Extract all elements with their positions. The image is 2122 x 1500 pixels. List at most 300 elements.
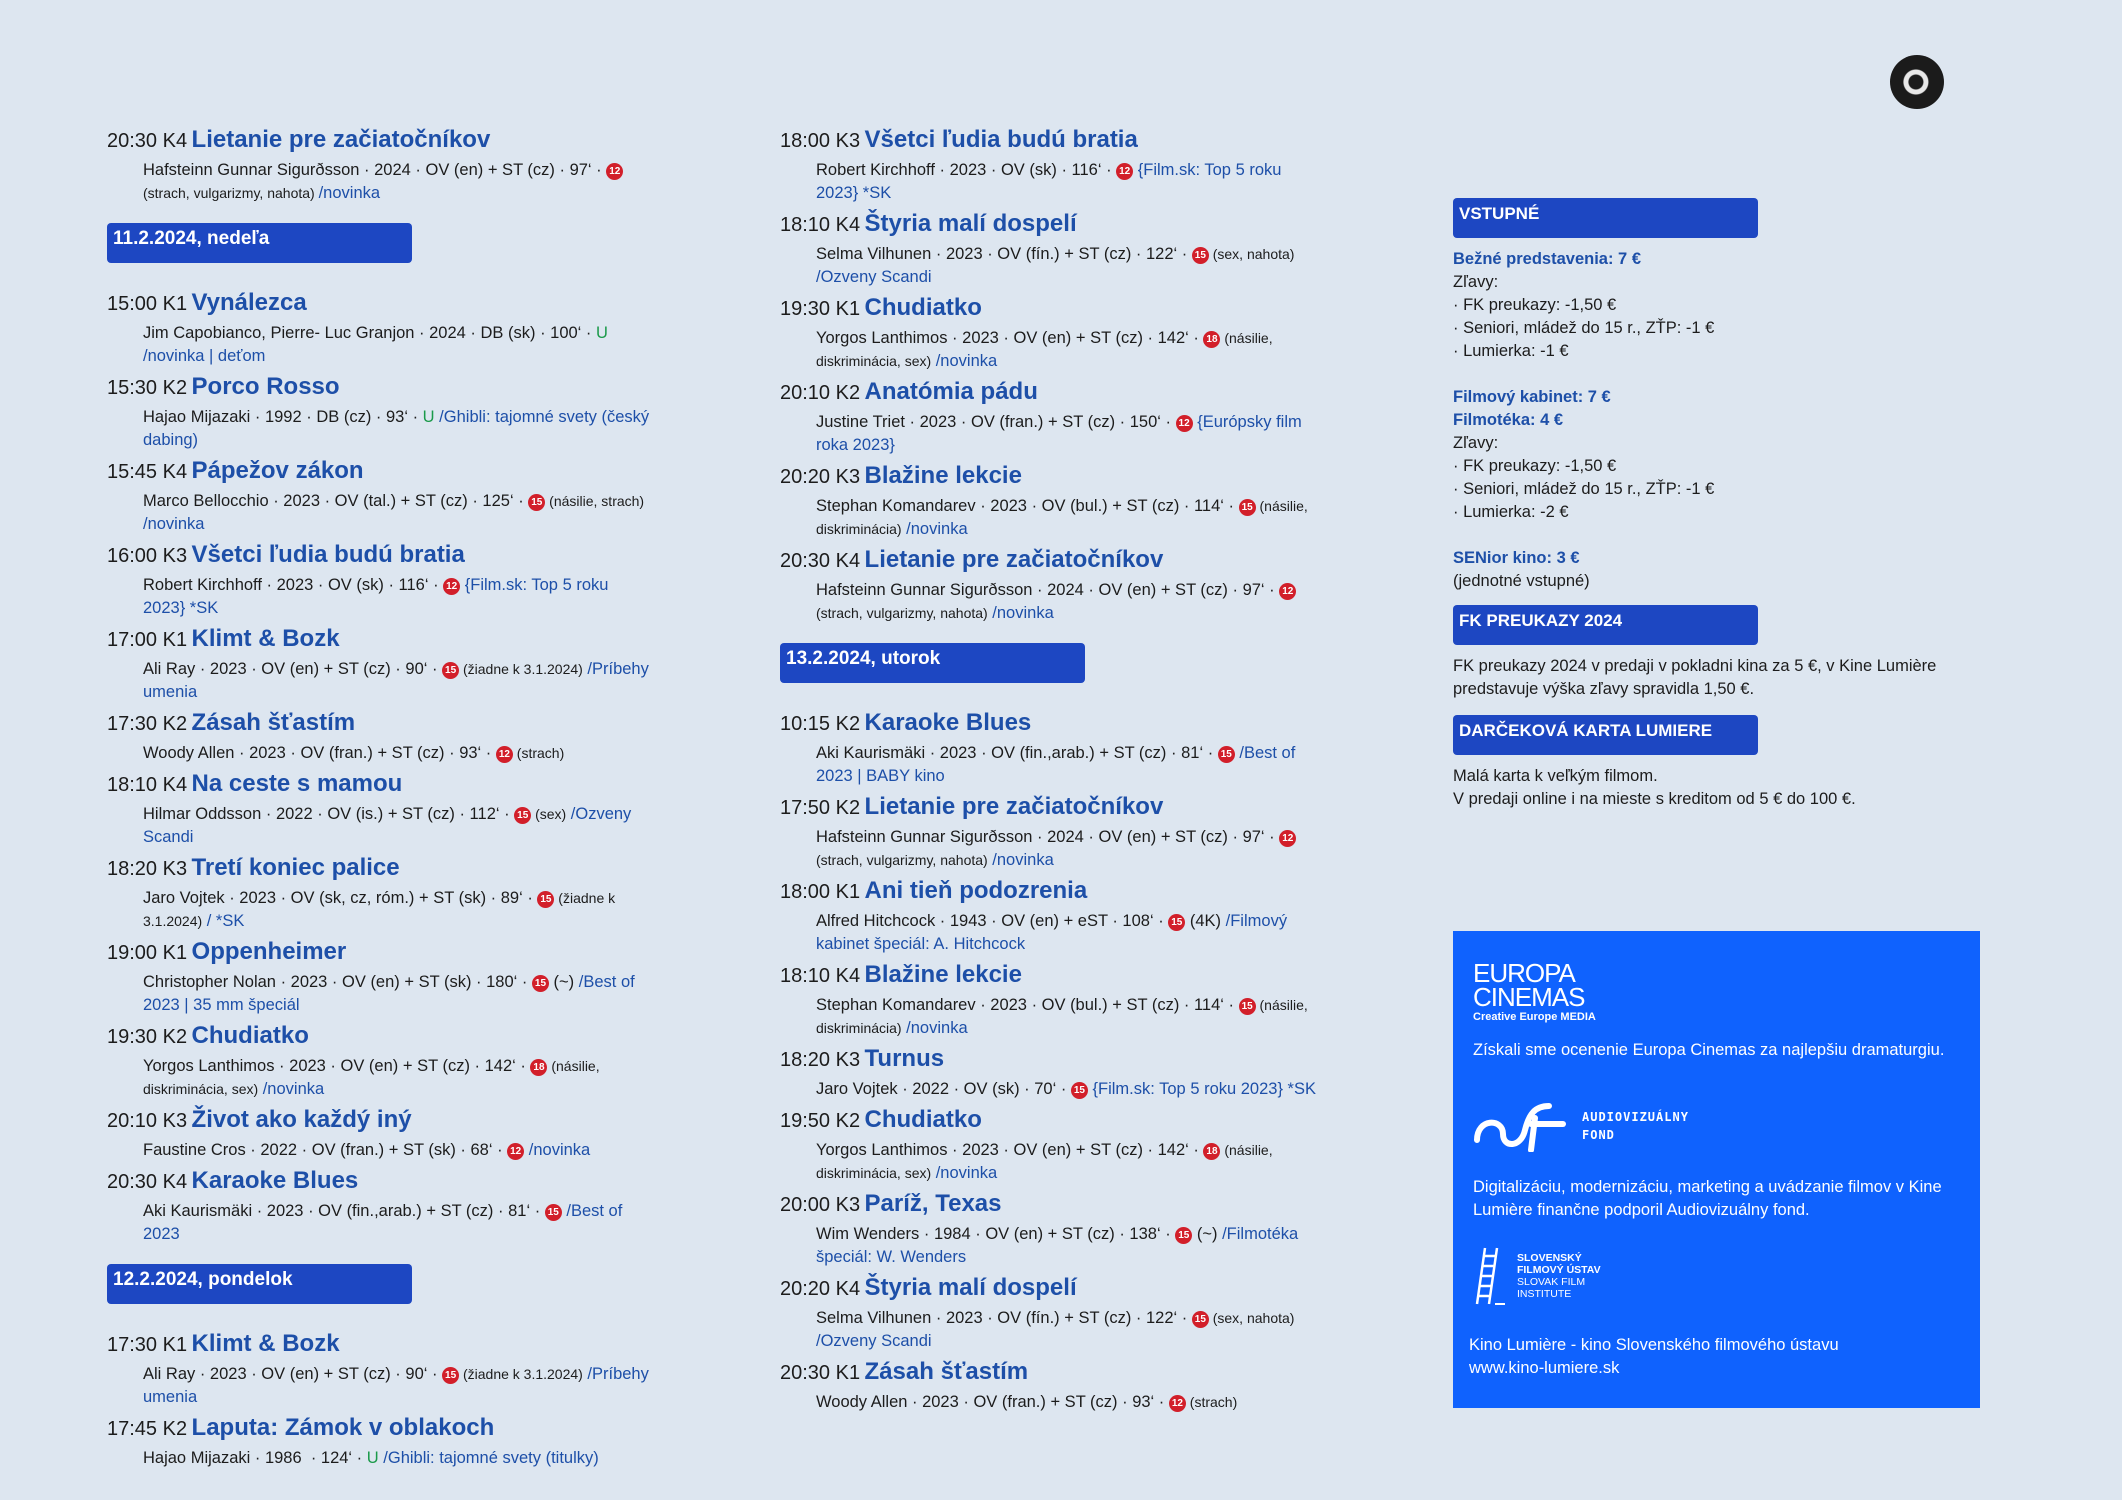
film-meta: Aki Kaurismäki · 2023 · OV (fin.,arab.) + ST (cz) · 81‘ · <box>143 1202 545 1220</box>
rating-universal: U <box>422 408 435 426</box>
program-tag: /Ghibli: tajomné svety (český <box>434 408 650 426</box>
film-meta: Yorgos Lanthimos · 2023 · OV (en) + ST (cz) · 142‘ · <box>143 1057 531 1075</box>
film-title: Chudiatko <box>864 1106 982 1133</box>
gift-card-text <box>1453 765 1993 811</box>
age-rating-badge: 15 <box>1192 247 1209 264</box>
screening-header <box>780 1272 1380 1307</box>
film-meta: Robert Kirchhoff · 2023 · OV (sk) · 116‘ · <box>143 576 444 594</box>
film-title: Lietanie pre začiatočníkov <box>191 126 491 153</box>
program-tag: /Ozveny <box>566 805 632 823</box>
film-title: Štyria malí dospelí <box>864 210 1077 237</box>
film-meta: Woody Allen · 2023 · OV (fran.) + ST (cz) · 93‘ · <box>143 744 496 762</box>
info-column <box>1453 124 1993 811</box>
film-details <box>780 1078 1380 1101</box>
age-rating-badge: 15 <box>442 662 459 679</box>
age-rating-badge: 15 <box>442 1367 459 1384</box>
discount-lumierka: · Lumierka: -1 € <box>1453 342 1569 360</box>
screening-zivot-ako-kazdy-iny <box>107 1104 707 1162</box>
age-rating-badge: 15 <box>1071 1082 1088 1099</box>
film-details <box>107 971 707 1017</box>
program-column-2 <box>780 124 1380 1417</box>
film-title: Chudiatko <box>191 1022 309 1049</box>
screening-header <box>780 1104 1380 1139</box>
screening-time: 20:00 K3 <box>780 1194 861 1216</box>
screening-lietanie-pre-zaciatocnikov <box>780 544 1380 625</box>
film-meta: (žiadne k <box>554 890 616 906</box>
program-tag: /Príbehy <box>582 1365 649 1383</box>
discounts-label: Zľavy: <box>1453 273 1499 291</box>
film-meta: Stephan Komandarev · 2023 · OV (bul.) + ST (cz) · 114‘ · <box>816 497 1239 515</box>
age-rating-badge: 15 <box>528 494 545 511</box>
screening-time: 16:00 K3 <box>107 545 188 567</box>
screening-time: 20:30 K1 <box>780 1362 861 1384</box>
film-meta: Wim Wenders · 1984 · OV (en) + ST (cz) · 138‘ · <box>816 1225 1176 1243</box>
film-details <box>107 159 707 205</box>
program-tag: umenia <box>143 683 198 701</box>
screening-turnus <box>780 1043 1380 1101</box>
europa-cinemas-logo: EUROPA CINEMAS Creative Europe MEDIA <box>1473 958 1596 1023</box>
film-title: Lietanie pre začiatočníkov <box>864 793 1164 820</box>
screening-pariz-texas <box>780 1188 1380 1269</box>
screening-header <box>107 124 707 159</box>
program-tag: /Ghibli: tajomné svety (titulky) <box>378 1449 599 1467</box>
age-rating-badge: 15 <box>532 975 549 992</box>
film-meta: Hafsteinn Gunnar Sigurðsson · 2024 · OV (en) + ST (cz) · 97‘ · <box>816 581 1280 599</box>
film-meta: (~) <box>1192 1225 1218 1243</box>
screening-time: 17:45 K2 <box>107 1418 188 1440</box>
age-rating-badge: 15 <box>537 891 554 908</box>
screening-chudiatko <box>780 1104 1380 1185</box>
film-meta: Selma Vilhunen · 2023 · OV (fín.) + ST (cz) · 122‘ · <box>816 245 1192 263</box>
age-rating-badge: 15 <box>1239 998 1256 1015</box>
program-tag: /Best of <box>561 1202 623 1220</box>
film-meta: diskriminácia, sex) <box>143 1081 259 1097</box>
rating-universal: U <box>366 1449 379 1467</box>
screening-laputa-zamok-v-oblakoch <box>107 1412 707 1470</box>
screening-time: 18:10 K4 <box>780 965 861 987</box>
kino-lumiere-logo-icon <box>1890 55 1944 109</box>
age-rating-badge: 12 <box>507 1143 524 1160</box>
screening-time: 19:00 K1 <box>107 942 188 964</box>
film-title: Zásah šťastím <box>864 1358 1029 1385</box>
screening-header <box>780 376 1380 411</box>
film-details <box>780 243 1380 289</box>
filmoteka-price: Filmotéka: 4 € <box>1453 411 1564 429</box>
age-rating-badge: 18 <box>1203 331 1220 348</box>
film-details <box>107 742 707 765</box>
film-title: Štyria malí dospelí <box>864 1274 1077 1301</box>
program-column-1 <box>107 124 707 1473</box>
film-meta: (strach) <box>1185 1394 1238 1410</box>
film-meta: Yorgos Lanthimos · 2023 · OV (en) + ST (cz) · 142‘ · <box>816 329 1204 347</box>
film-title: Blažine lekcie <box>864 462 1022 489</box>
film-meta: (4K) <box>1185 912 1222 930</box>
program-tag: /novinka <box>258 1080 325 1098</box>
screening-vynalezca <box>107 287 707 368</box>
screening-time: 18:00 K3 <box>780 130 861 152</box>
screening-styria-mali-dospeli <box>780 1272 1380 1353</box>
age-rating-badge: 15 <box>1168 914 1185 931</box>
film-title: Na ceste s mamou <box>191 770 403 797</box>
film-meta: (násilie, <box>547 1058 600 1074</box>
program-tag: /Príbehy <box>582 660 649 678</box>
screening-anatomia-padu <box>780 376 1380 457</box>
screening-time: 20:30 K4 <box>107 1171 188 1193</box>
screening-karaoke-blues <box>107 1165 707 1246</box>
program-tag: 2023} *SK <box>143 599 219 617</box>
film-meta: diskriminácia) <box>816 521 902 537</box>
film-meta: (žiadne k 3.1.2024) <box>459 661 583 677</box>
screening-oppenheimer <box>107 936 707 1017</box>
film-meta: (strach) <box>512 745 565 761</box>
film-meta: diskriminácia) <box>816 1020 902 1036</box>
film-meta: (strach, vulgarizmy, nahota) <box>816 605 988 621</box>
screening-chudiatko <box>107 1020 707 1101</box>
screening-header <box>107 1165 707 1200</box>
program-tag: {Film.sk: Top 5 roku 2023} *SK <box>1087 1080 1316 1098</box>
film-title: Všetci ľudia budú bratia <box>191 541 465 568</box>
screening-papezov-zakon <box>107 455 707 536</box>
film-details <box>780 1139 1380 1185</box>
age-rating-badge: 18 <box>530 1059 547 1076</box>
footer-text: Kino Lumière - kino Slovenského filmového ústavu www.kino-lumiere.sk <box>1469 1336 1839 1377</box>
film-details <box>107 574 707 620</box>
program-tag: /novinka <box>987 604 1054 622</box>
film-title: Karaoke Blues <box>864 709 1032 736</box>
film-meta: Jaro Vojtek · 2023 · OV (sk, cz, róm.) + ST (sk) · 89‘ · <box>143 889 538 907</box>
film-meta: Woody Allen · 2023 · OV (fran.) + ST (cz) · 93‘ · <box>816 1393 1169 1411</box>
vstupne-heading: VSTUPNÉ <box>1453 198 1758 238</box>
screening-time: 10:15 K2 <box>780 713 861 735</box>
screening-header <box>107 852 707 887</box>
film-meta: Jim Capobianco, Pierre- Luc Granjon · 2024 · DB (sk) · 100‘ · <box>143 324 597 342</box>
discount-seniors: · Seniori, mládež do 15 r., ZŤP: -1 € <box>1453 319 1715 337</box>
screening-header <box>780 460 1380 495</box>
day-heading: 13.2.2024, utorok <box>780 643 1085 683</box>
screening-time: 20:10 K2 <box>780 382 861 404</box>
program-tag: 2023 | 35 mm špeciál <box>143 996 300 1014</box>
screening-time: 19:30 K1 <box>780 298 861 320</box>
screening-header <box>780 791 1380 826</box>
screening-header <box>780 875 1380 910</box>
film-details <box>780 826 1380 872</box>
film-details <box>780 495 1380 541</box>
screening-chudiatko <box>780 292 1380 373</box>
screening-karaoke-blues <box>780 707 1380 788</box>
program-tag: roka 2023} <box>816 436 895 454</box>
film-title: Všetci ľudia budú bratia <box>864 126 1138 153</box>
film-title: Klimt & Bozk <box>191 625 340 652</box>
screening-vsetci-ludia-budu-bratia <box>107 539 707 620</box>
program-tag: /Filmotéka <box>1217 1225 1299 1243</box>
screening-time: 18:10 K4 <box>107 774 188 796</box>
film-meta: (~) <box>548 973 575 991</box>
film-title: Turnus <box>864 1045 945 1072</box>
program-tag: dabing) <box>143 431 199 449</box>
age-rating-badge: 15 <box>514 807 531 824</box>
program-tag: /novinka <box>524 1141 591 1159</box>
screening-blazine-lekcie <box>780 460 1380 541</box>
screening-time: 15:00 K1 <box>107 293 188 315</box>
screening-header <box>780 544 1380 579</box>
screening-time: 19:30 K2 <box>107 1026 188 1048</box>
screening-time: 20:20 K4 <box>780 1278 861 1300</box>
film-meta: Hilmar Oddsson · 2022 · OV (is.) + ST (cz) · 112‘ · <box>143 805 515 823</box>
gift-card-heading: DARČEKOVÁ KARTA LUMIERE <box>1453 715 1758 755</box>
film-meta: Hafsteinn Gunnar Sigurðsson · 2024 · OV (en) + ST (cz) · 97‘ · <box>816 828 1280 846</box>
gift-line-2: V predaji online i na mieste s kreditom od 5 € do 100 €. <box>1453 790 1856 808</box>
screening-header <box>107 1328 707 1363</box>
age-rating-badge: 15 <box>545 1204 562 1221</box>
film-details <box>780 1223 1380 1269</box>
film-meta: (násilie, <box>1220 330 1273 346</box>
screening-header <box>780 208 1380 243</box>
day-heading: 12.2.2024, pondelok <box>107 1264 412 1304</box>
program-tag: {Film.sk: Top 5 roku <box>1133 161 1282 179</box>
screening-time: 19:50 K2 <box>780 1110 861 1132</box>
screening-header <box>107 623 707 658</box>
day-heading: 11.2.2024, nedeľa <box>107 223 412 263</box>
avf-logo: AUDIOVIZUÁLNY FOND <box>1473 1100 1960 1152</box>
film-details <box>107 322 707 368</box>
film-meta: (sex, nahota) <box>1208 1310 1295 1326</box>
film-title: Porco Rosso <box>191 373 340 400</box>
screening-ani-tien-podozrenia <box>780 875 1380 956</box>
film-meta: Christopher Nolan · 2023 · OV (en) + ST (sk) · 180‘ · <box>143 973 532 991</box>
film-title: Anatómia pádu <box>864 378 1038 405</box>
film-meta: (strach, vulgarizmy, nahota) <box>816 852 988 868</box>
film-title: Ani tieň podozrenia <box>864 877 1088 904</box>
film-title: Vynálezca <box>191 289 307 316</box>
age-rating-badge: 12 <box>1279 830 1296 847</box>
screening-zasah-stastim <box>107 707 707 765</box>
film-meta: (násilie, strach) <box>545 493 645 509</box>
film-details <box>107 658 707 704</box>
film-meta: Yorgos Lanthimos · 2023 · OV (en) + ST (cz) · 142‘ · <box>816 1141 1204 1159</box>
film-title: Zásah šťastím <box>191 709 356 736</box>
fk-heading: FK PREUKAZY 2024 <box>1453 605 1758 645</box>
discount-seniors: · Seniori, mládež do 15 r., ZŤP: -1 € <box>1453 480 1715 498</box>
program-tag: /novinka <box>987 851 1054 869</box>
screening-lietanie-pre-zaciatocnikov <box>107 124 707 205</box>
screening-header <box>107 768 707 803</box>
screening-header <box>107 936 707 971</box>
film-meta: (strach, vulgarizmy, nahota) <box>143 185 319 201</box>
film-details <box>107 887 707 933</box>
screening-header <box>780 124 1380 159</box>
age-rating-badge: 15 <box>1192 1311 1209 1328</box>
screening-time: 18:20 K3 <box>107 858 188 880</box>
program-tag: /novinka <box>931 352 998 370</box>
film-meta: Hajao Mijazaki · 1992 · DB (cz) · 93‘ · <box>143 408 423 426</box>
senior-price: SENior kino: 3 € <box>1453 549 1580 567</box>
screening-time: 18:10 K4 <box>780 214 861 236</box>
film-title: Tretí koniec palice <box>191 854 400 881</box>
film-meta: Ali Ray · 2023 · OV (en) + ST (cz) · 90‘ · <box>143 660 443 678</box>
program-tag: / *SK <box>202 912 245 930</box>
age-rating-badge: 18 <box>1203 1143 1220 1160</box>
screening-zasah-stastim <box>780 1356 1380 1414</box>
screening-time: 17:50 K2 <box>780 797 861 819</box>
age-rating-badge: 12 <box>496 746 513 763</box>
film-details <box>107 1363 707 1409</box>
film-details <box>107 1447 707 1470</box>
program-tag: /novinka <box>931 1164 998 1182</box>
film-meta: Aki Kaurismäki · 2023 · OV (fin.,arab.) + ST (cz) · 81‘ · <box>816 744 1218 762</box>
film-details <box>107 1139 707 1162</box>
film-details <box>107 803 707 849</box>
film-title: Chudiatko <box>864 294 982 321</box>
film-meta: Hajao Mijazaki · 1986 · 124‘ · <box>143 1449 367 1467</box>
film-meta: diskriminácia, sex) <box>816 353 932 369</box>
program-tag: /Ozveny Scandi <box>816 268 932 286</box>
film-details <box>780 579 1380 625</box>
program-tag: {Film.sk: Top 5 roku <box>460 576 609 594</box>
program-tag: 2023} *SK <box>816 184 892 202</box>
film-details <box>780 1391 1380 1414</box>
film-meta: 3.1.2024) <box>143 913 203 929</box>
screening-time: 15:45 K4 <box>107 461 188 483</box>
film-meta: Selma Vilhunen · 2023 · OV (fín.) + ST (cz) · 122‘ · <box>816 1309 1192 1327</box>
program-tag: /Best of <box>574 973 635 991</box>
film-meta: Stephan Komandarev · 2023 · OV (bul.) + ST (cz) · 114‘ · <box>816 996 1239 1014</box>
senior-note: (jednotné vstupné) <box>1453 572 1590 590</box>
screening-klimt-bozk <box>107 1328 707 1409</box>
screening-header <box>107 371 707 406</box>
screening-header <box>780 1188 1380 1223</box>
rating-universal: U <box>596 324 608 342</box>
program-tag: /novinka <box>318 184 381 202</box>
screening-header <box>107 287 707 322</box>
screening-header <box>107 455 707 490</box>
film-meta: Robert Kirchhoff · 2023 · OV (sk) · 116‘ · <box>816 161 1117 179</box>
film-meta: (sex, nahota) <box>1208 246 1295 262</box>
screening-na-ceste-s-mamou <box>107 768 707 849</box>
film-meta: (násilie, <box>1255 498 1308 514</box>
kabinet-price: Filmový kabinet: 7 € <box>1453 388 1611 406</box>
program-tag: kabinet špeciál: A. Hitchcock <box>816 935 1026 953</box>
discount-lumierka: · Lumierka: -2 € <box>1453 503 1569 521</box>
program-tag: /novinka <box>143 515 205 533</box>
program-tag: /Ozveny Scandi <box>816 1332 932 1350</box>
screening-vsetci-ludia-budu-bratia <box>780 124 1380 205</box>
age-rating-badge: 12 <box>606 163 623 180</box>
fk-text: FK preukazy 2024 v predaji v pokladni kina za 5 €, v Kine Lumière predstavuje výška zľavy spravidla 1,50 €. <box>1453 657 1937 698</box>
film-details <box>780 994 1380 1040</box>
screening-header <box>107 707 707 742</box>
europa-cinemas-text: Získali sme ocenenie Europa Cinemas za najlepšiu dramaturgiu. <box>1473 1041 1945 1059</box>
sfu-logo: SLOVENSKÝ FILMOVÝ ÚSTAV SLOVAK FILM INSTITUTE <box>1473 1244 1960 1308</box>
film-details <box>107 1055 707 1101</box>
program-tag: /novinka <box>901 1019 968 1037</box>
partners-panel <box>1453 931 1980 1408</box>
screening-time: 20:30 K4 <box>780 550 861 572</box>
avf-text: Digitalizáciu, modernizáciu, marketing a uvádzanie filmov v Kine Lumière finančne podporil Audiovizuálny fond. <box>1473 1178 1942 1219</box>
program-tag: 2023 | BABY kino <box>816 767 945 785</box>
program-tag: /novinka <box>901 520 968 538</box>
screening-styria-mali-dospeli <box>780 208 1380 289</box>
film-title: Laputa: Zámok v oblakoch <box>191 1414 495 1441</box>
film-meta: (žiadne k 3.1.2024) <box>459 1366 583 1382</box>
discount-fk: · FK preukazy: -1,50 € <box>1453 457 1617 475</box>
film-title: Oppenheimer <box>191 938 347 965</box>
film-title: Karaoke Blues <box>191 1167 359 1194</box>
age-rating-badge: 12 <box>1169 1395 1186 1412</box>
program-tag: /novinka | deťom <box>143 347 266 365</box>
regular-price: Bežné predstavenia: 7 € <box>1453 250 1641 268</box>
film-details <box>107 406 707 452</box>
screening-treti-koniec-palice <box>107 852 707 933</box>
screening-time: 18:00 K1 <box>780 881 861 903</box>
film-details <box>107 490 707 536</box>
screening-header <box>107 539 707 574</box>
age-rating-badge: 12 <box>1176 415 1193 432</box>
screening-time: 17:30 K2 <box>107 713 188 735</box>
screening-time: 20:30 K4 <box>107 130 188 152</box>
age-rating-badge: 15 <box>1218 746 1235 763</box>
screening-header <box>780 292 1380 327</box>
film-title: Pápežov zákon <box>191 457 364 484</box>
program-tag: /Best of <box>1234 744 1296 762</box>
film-meta: Justine Triet · 2023 · OV (fran.) + ST (cz) · 150‘ · <box>816 413 1176 431</box>
program-tag: {Európsky film <box>1192 413 1302 431</box>
screening-time: 20:10 K3 <box>107 1110 188 1132</box>
sfu-ladder-icon <box>1473 1244 1509 1308</box>
film-meta: (sex) <box>531 806 567 822</box>
screening-header <box>780 1356 1380 1391</box>
film-details <box>780 910 1380 956</box>
film-title: Paríž, Texas <box>864 1190 1002 1217</box>
screening-blazine-lekcie <box>780 959 1380 1040</box>
program-tag: špeciál: W. Wenders <box>816 1248 967 1266</box>
film-meta: diskriminácia, sex) <box>816 1165 932 1181</box>
program-tag: 2023 <box>143 1225 180 1243</box>
film-details <box>780 411 1380 457</box>
film-meta: Ali Ray · 2023 · OV (en) + ST (cz) · 90‘ · <box>143 1365 443 1383</box>
gift-line-1: Malá karta k veľkým filmom. <box>1453 767 1658 785</box>
film-title: Klimt & Bozk <box>191 1330 340 1357</box>
film-meta: Hafsteinn Gunnar Sigurðsson · 2024 · OV (en) + ST (cz) · 97‘ · <box>143 161 607 179</box>
film-title: Blažine lekcie <box>864 961 1022 988</box>
screening-porco-rosso <box>107 371 707 452</box>
screening-header <box>107 1104 707 1139</box>
screening-time: 18:20 K3 <box>780 1049 861 1071</box>
screening-time: 15:30 K2 <box>107 377 188 399</box>
screening-time: 17:00 K1 <box>107 629 188 651</box>
film-details <box>780 327 1380 373</box>
program-tag: umenia <box>143 1388 198 1406</box>
age-rating-badge: 12 <box>1279 583 1296 600</box>
program-tag: Scandi <box>143 828 194 846</box>
film-details <box>107 1200 707 1246</box>
screening-header <box>107 1412 707 1447</box>
age-rating-badge: 12 <box>443 578 460 595</box>
screening-header <box>780 707 1380 742</box>
film-details <box>780 1307 1380 1353</box>
screening-lietanie-pre-zaciatocnikov <box>780 791 1380 872</box>
discounts-label: Zľavy: <box>1453 434 1499 452</box>
film-meta: (násilie, <box>1255 997 1308 1013</box>
film-details <box>780 742 1380 788</box>
screening-header <box>780 1043 1380 1078</box>
film-meta: Marco Bellocchio · 2023 · OV (tal.) + ST (cz) · 125‘ · <box>143 492 529 510</box>
film-meta: Alfred Hitchcock · 1943 · OV (en) + eST · 108‘ · <box>816 912 1169 930</box>
screening-time: 17:30 K1 <box>107 1334 188 1356</box>
discount-fk: · FK preukazy: -1,50 € <box>1453 296 1617 314</box>
screening-header <box>107 1020 707 1055</box>
screening-header <box>780 959 1380 994</box>
film-title: Život ako každý iný <box>191 1106 412 1133</box>
